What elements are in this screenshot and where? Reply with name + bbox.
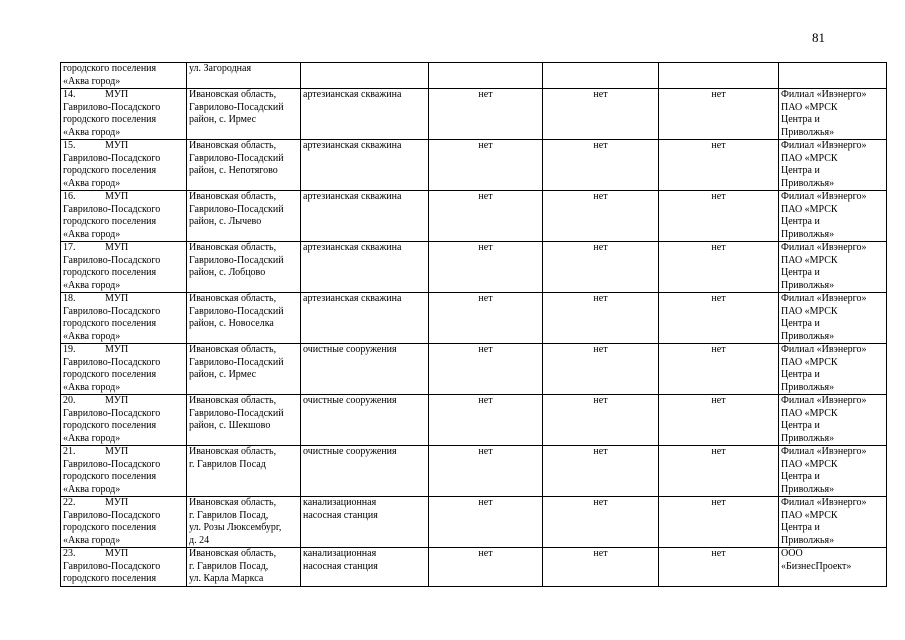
owner-cell [61,191,187,242]
value-text: нет [711,344,726,355]
org-cell [779,242,887,293]
address-cell [187,548,301,587]
address-line: Гаврилово-Посадский [189,407,284,419]
owner-line: Гаврилово-Посадского [63,407,161,419]
org-cell [779,446,887,497]
value-text: нет [593,497,608,508]
org-line: Центра и [781,420,820,431]
object-cell [301,344,429,395]
org-cell [779,293,887,344]
value-cell [429,63,543,89]
value-cell [659,63,779,89]
value-cell [659,191,779,242]
org-line: Приволжья» [781,483,835,495]
owner-line: Гаврилово-Посадского [63,560,161,572]
owner-line [63,548,184,561]
address-line: Гаврилово-Посадский [189,101,284,113]
org-line: Центра и [781,114,820,125]
value-cell [543,191,659,242]
org-cell [779,548,887,587]
object-cell [301,191,429,242]
value-cell [543,344,659,395]
value-cell [429,140,543,191]
org-line: ПАО «МРСК [781,407,838,419]
address-line: Ивановская область, [189,344,277,355]
value-text: нет [593,89,608,100]
value-text: нет [593,191,608,202]
owner-line [63,293,184,306]
org-line: Филиал «Ивэнерго» [781,242,867,253]
owner-line: Гаврилово-Посадского [63,458,161,470]
object-line: насосная станция [303,560,378,572]
owner-cell [61,344,187,395]
object-line: артезианская скважина [303,140,402,151]
table-row [61,89,887,140]
value-text: нет [478,191,493,202]
org-line: ПАО «МРСК [781,458,838,470]
value-cell [659,446,779,497]
org-line: Приволжья» [781,177,835,189]
org-cell [779,191,887,242]
owner-line: «Аква город» [63,534,121,546]
value-cell [543,497,659,548]
object-line: канализационная [303,497,377,508]
address-cell [187,140,301,191]
value-text: нет [478,242,493,253]
value-text: нет [711,446,726,457]
owner-line: «Аква город» [63,126,121,138]
owner-line [63,242,184,255]
value-cell [543,446,659,497]
value-cell [429,293,543,344]
owner-line: городского поселения [63,114,157,125]
table-row [61,344,887,395]
org-line: ПАО «МРСК [781,152,838,164]
org-line: Центра и [781,369,820,380]
object-cell [301,497,429,548]
address-line: Гаврилово-Посадский [189,203,284,215]
address-line: Ивановская область, [189,242,277,253]
address-line: г. Гаврилов Посад [189,458,266,470]
org-line: Приволжья» [781,228,835,240]
object-line: насосная станция [303,509,378,521]
owner-name: МУП [105,89,129,100]
value-cell [659,140,779,191]
org-cell [779,63,887,89]
value-cell [659,497,779,548]
value-text: нет [711,395,726,406]
object-line: артезианская скважина [303,293,402,304]
address-line: Ивановская область, [189,191,277,202]
row-number: 22. [63,497,76,508]
owner-line [63,140,184,153]
value-text: нет [478,344,493,355]
address-cell [187,89,301,140]
objects-table [60,62,887,587]
table-row [61,242,887,293]
row-number: 23. [63,548,76,559]
org-line: «БизнесПроект» [781,560,852,572]
owner-line: городского поселения [63,267,157,278]
address-cell [187,293,301,344]
address-line: район, с. Новоселка [189,318,274,329]
owner-name: МУП [105,446,129,457]
value-cell [659,548,779,587]
owner-line: городского поселения [63,471,157,482]
org-cell [779,140,887,191]
org-line: Приволжья» [781,534,835,546]
owner-name: МУП [105,344,129,355]
address-line: Ивановская область, [189,446,277,457]
value-cell [429,548,543,587]
org-line: ПАО «МРСК [781,203,838,215]
value-text: нет [711,191,726,202]
owner-line: городского поселения [63,63,157,74]
row-number: 19. [63,344,76,355]
value-text: нет [478,446,493,457]
org-cell [779,344,887,395]
value-text: нет [711,548,726,559]
owner-line: городского поселения [63,216,157,227]
value-cell [543,395,659,446]
value-cell [659,344,779,395]
owner-line: Гаврилово-Посадского [63,203,161,215]
address-cell [187,191,301,242]
object-line: артезианская скважина [303,242,402,253]
page-number: 81 [812,30,825,45]
value-text: нет [593,446,608,457]
object-line: артезианская скважина [303,191,402,202]
owner-line: «Аква город» [63,330,121,342]
owner-cell [61,242,187,293]
owner-line: городского поселения [63,522,157,533]
address-line: район, с. Непотягово [189,165,278,176]
value-text: нет [478,293,493,304]
owner-line [63,497,184,510]
org-cell [779,497,887,548]
owner-cell [61,497,187,548]
address-line: район, с. Ирмес [189,114,257,125]
value-cell [429,89,543,140]
value-text: нет [711,140,726,151]
object-cell [301,89,429,140]
table-row [61,293,887,344]
row-number: 15. [63,140,76,151]
table-row [61,191,887,242]
org-line: ПАО «МРСК [781,305,838,317]
org-line: Приволжья» [781,279,835,291]
address-cell [187,497,301,548]
object-line: очистные сооружения [303,344,397,355]
owner-cell [61,548,187,587]
value-text: нет [478,548,493,559]
org-line: ПАО «МРСК [781,101,838,113]
owner-line: Гаврилово-Посадского [63,356,161,368]
owner-line: «Аква город» [63,177,121,189]
value-text: нет [593,395,608,406]
value-cell [429,395,543,446]
owner-line [63,191,184,204]
owner-line: городского поселения [63,369,157,380]
address-line: район, с. Лычево [189,216,262,227]
owner-line: «Аква город» [63,228,121,240]
address-line: д. 24 [189,534,210,546]
org-cell [779,395,887,446]
address-cell [187,63,301,89]
row-number: 16. [63,191,76,202]
value-text: нет [711,497,726,508]
owner-name: МУП [105,242,129,253]
owner-line: городского поселения [63,420,157,431]
org-line: Филиал «Ивэнерго» [781,395,867,406]
table-row [61,140,887,191]
address-cell [187,242,301,293]
address-cell [187,344,301,395]
org-line: Приволжья» [781,330,835,342]
org-line: Центра и [781,216,820,227]
table-row-continuation [61,63,887,89]
owner-name: МУП [105,395,129,406]
value-text: нет [593,242,608,253]
owner-line: городского поселения [63,165,157,176]
address-cell [187,395,301,446]
org-line: Филиал «Ивэнерго» [781,140,867,151]
row-number: 18. [63,293,76,304]
owner-line: «Аква город» [63,432,121,444]
value-cell [543,293,659,344]
org-line: Центра и [781,522,820,533]
owner-line [63,344,184,357]
owner-line [63,89,184,102]
org-line: Приволжья» [781,126,835,138]
value-text: нет [593,293,608,304]
row-number: 20. [63,395,76,406]
value-cell [429,344,543,395]
owner-cell [61,63,187,89]
owner-name: МУП [105,191,129,202]
org-line: Центра и [781,318,820,329]
address-line: Ивановская область, [189,395,277,406]
org-line: ПАО «МРСК [781,254,838,266]
owner-cell [61,89,187,140]
object-line: канализационная [303,548,377,559]
address-line: район, с. Ирмес [189,369,257,380]
owner-line [63,395,184,408]
org-line: Филиал «Ивэнерго» [781,446,867,457]
table-row [61,446,887,497]
org-line: Филиал «Ивэнерго» [781,89,867,100]
org-line: ПАО «МРСК [781,356,838,368]
object-cell [301,242,429,293]
object-cell [301,548,429,587]
value-text: нет [478,497,493,508]
value-cell [659,293,779,344]
org-line: Центра и [781,165,820,176]
org-line: ПАО «МРСК [781,509,838,521]
row-number: 21. [63,446,76,457]
value-cell [659,242,779,293]
value-cell [659,89,779,140]
object-cell [301,63,429,89]
owner-name: МУП [105,548,129,559]
org-line: Филиал «Ивэнерго» [781,497,867,508]
address-line: Гаврилово-Посадский [189,254,284,266]
value-text: нет [593,344,608,355]
value-cell [429,242,543,293]
value-text: нет [711,242,726,253]
address-line: район, с. Шекшово [189,420,271,431]
object-cell [301,140,429,191]
value-text: нет [478,140,493,151]
row-number: 17. [63,242,76,253]
value-cell [543,63,659,89]
owner-line: Гаврилово-Посадского [63,101,161,113]
object-line: артезианская скважина [303,89,402,100]
value-cell [543,548,659,587]
owner-line: Гаврилово-Посадского [63,254,161,266]
owner-line: городского поселения [63,573,157,584]
owner-line: Гаврилово-Посадского [63,305,161,317]
owner-line: Гаврилово-Посадского [63,509,161,521]
value-cell [429,446,543,497]
org-line: Филиал «Ивэнерго» [781,344,867,355]
address-line: Ивановская область, [189,140,277,151]
value-cell [659,395,779,446]
owner-name: МУП [105,140,129,151]
value-text: нет [478,89,493,100]
value-cell [543,89,659,140]
owner-name: МУП [105,497,129,508]
value-text: нет [711,293,726,304]
row-number: 14. [63,89,76,100]
owner-line [63,446,184,459]
org-line: Центра и [781,471,820,482]
value-text: нет [478,395,493,406]
owner-cell [61,293,187,344]
object-line: очистные сооружения [303,395,397,406]
object-cell [301,293,429,344]
owner-line: Гаврилово-Посадского [63,152,161,164]
owner-cell [61,140,187,191]
owner-line: «Аква город» [63,75,121,87]
address-line: Гаврилово-Посадский [189,356,284,368]
value-cell [543,242,659,293]
value-cell [429,497,543,548]
org-cell [779,89,887,140]
object-cell [301,395,429,446]
org-line: Приволжья» [781,432,835,444]
value-text: нет [593,548,608,559]
owner-cell [61,395,187,446]
address-line: г. Гаврилов Посад, [189,560,269,572]
value-text: нет [711,89,726,100]
org-line: Центра и [781,267,820,278]
owner-cell [61,446,187,497]
address-line: Гаврилово-Посадский [189,305,284,317]
address-line: ул. Карла Маркса [189,573,264,584]
owner-line: городского поселения [63,318,157,329]
table-row [61,548,887,587]
object-line: очистные сооружения [303,446,397,457]
address-line: район, с. Лобцово [189,267,266,278]
owner-line: «Аква город» [63,483,121,495]
address-line: Ивановская область, [189,293,277,304]
address-line: ул. Загородная [189,63,252,74]
owner-line: «Аква город» [63,381,121,393]
table-row [61,497,887,548]
value-cell [543,140,659,191]
address-line: ул. Розы Люксембург, [189,522,282,533]
address-cell [187,446,301,497]
org-line: ООО [781,548,803,559]
address-line: Ивановская область, [189,89,277,100]
value-cell [429,191,543,242]
address-line: Ивановская область, [189,497,277,508]
org-line: Филиал «Ивэнерго» [781,293,867,304]
address-line: Гаврилово-Посадский [189,152,284,164]
address-line: Ивановская область, [189,548,277,559]
owner-name: МУП [105,293,129,304]
object-cell [301,446,429,497]
org-line: Филиал «Ивэнерго» [781,191,867,202]
owner-line: «Аква город» [63,279,121,291]
value-text: нет [593,140,608,151]
org-line: Приволжья» [781,381,835,393]
address-line: г. Гаврилов Посад, [189,509,269,521]
table-row [61,395,887,446]
